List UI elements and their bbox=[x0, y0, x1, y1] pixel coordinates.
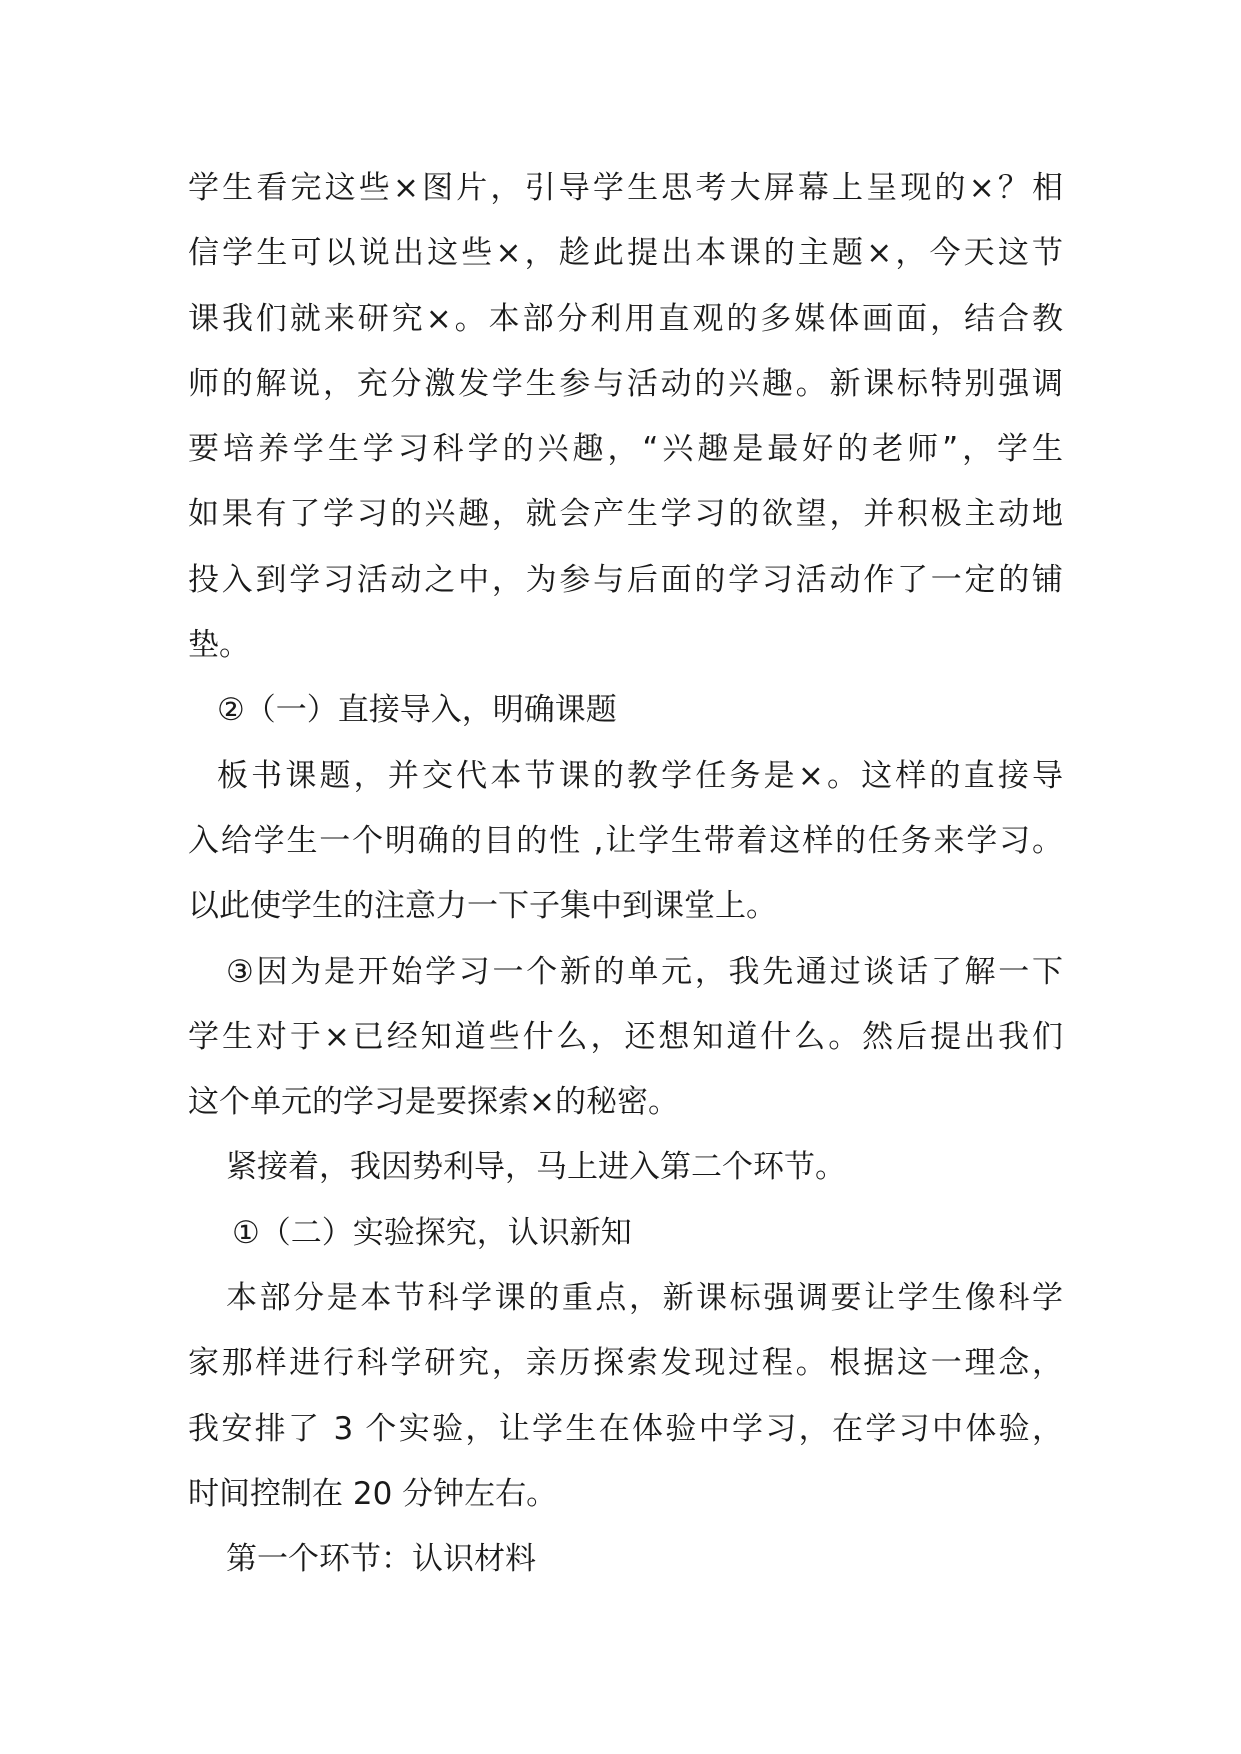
text-line: 板书课题，并交代本节课的教学任务是×。这样的直接导 bbox=[217, 757, 1063, 794]
text-line: 本部分是本节科学课的重点，新课标强调要让学生像科学 bbox=[226, 1280, 1063, 1317]
section-heading: ①（二）实验探究，认识新知 bbox=[232, 1214, 632, 1251]
text-line: 家那样进行科学研究，亲历探索发现过程。根据这一理念， bbox=[188, 1345, 1063, 1382]
text-line: 投入到学习活动之中，为参与后面的学习活动作了一定的铺 bbox=[188, 561, 1063, 598]
text-line: 要培养学生学习科学的兴趣，“兴趣是最好的老师”，学生 bbox=[188, 431, 1063, 468]
text-line: 时间控制在 20 分钟左右。 bbox=[188, 1475, 558, 1512]
text-line: 紧接着，我因势利导，马上进入第二个环节。 bbox=[226, 1149, 846, 1186]
document-body bbox=[188, 156, 1063, 1593]
text-line: ③因为是开始学习一个新的单元，我先通过谈话了解一下 bbox=[226, 953, 1063, 990]
text-line: 第一个环节：认识材料 bbox=[226, 1541, 536, 1578]
text-line: 我安排了 3 个实验，让学生在体验中学习，在学习中体验， bbox=[188, 1410, 1063, 1447]
text-line: 垫。 bbox=[188, 627, 250, 664]
text-line: 师的解说，充分激发学生参与活动的兴趣。新课标特别强调 bbox=[188, 365, 1063, 402]
text-line: 课我们就来研究×。本部分利用直观的多媒体画面，结合教 bbox=[188, 300, 1063, 337]
text-line: 信学生可以说出这些×，趁此提出本课的主题×，今天这节 bbox=[188, 235, 1063, 272]
text-line: 学生看完这些×图片，引导学生思考大屏幕上呈现的×？相 bbox=[188, 170, 1063, 206]
text-line: 如果有了学习的兴趣，就会产生学习的欲望，并积极主动地 bbox=[188, 496, 1063, 533]
text-line: 入给学生一个明确的目的性 ,让学生带着这样的任务来学习。 bbox=[188, 822, 1063, 859]
section-heading: ②（一）直接导入，明确课题 bbox=[217, 692, 617, 729]
text-line: 学生对于×已经知道些什么，还想知道什么。然后提出我们 bbox=[188, 1018, 1063, 1055]
text-line: 这个单元的学习是要探索×的秘密。 bbox=[188, 1084, 679, 1121]
text-line: 以此使学生的注意力一下子集中到课堂上。 bbox=[188, 888, 777, 925]
